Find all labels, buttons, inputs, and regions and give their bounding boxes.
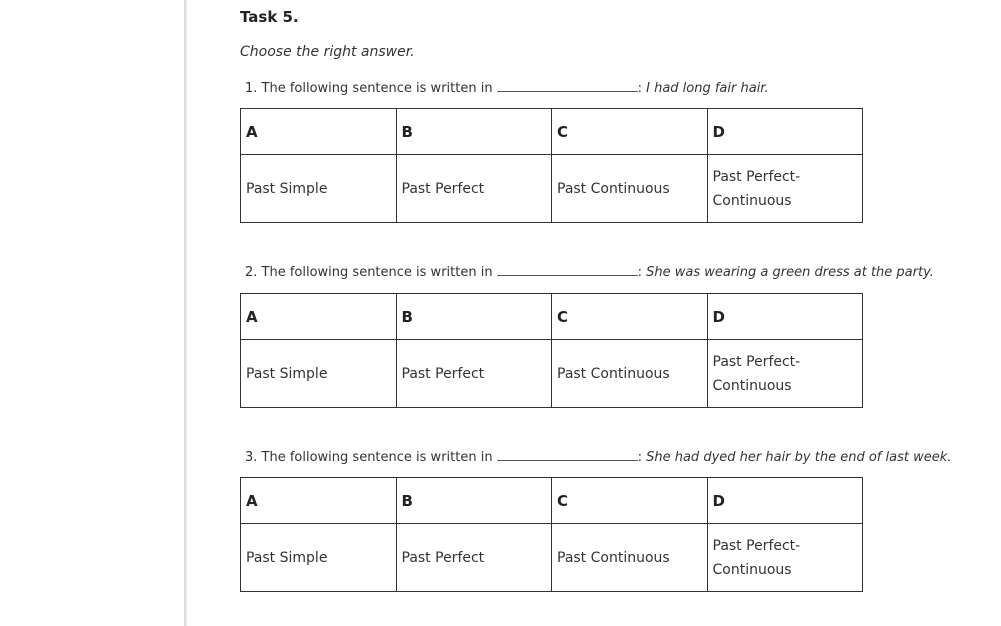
options-answer-row (241, 524, 863, 592)
options-header-row (241, 478, 863, 524)
question-colon: : (637, 450, 642, 465)
question-prefix: 1. The following sentence is written in (245, 81, 493, 96)
options-answer-row (241, 340, 863, 408)
option-letter-c: C (552, 109, 708, 155)
option-d: Past Perfect-Continuous (707, 524, 863, 592)
question-3 (245, 448, 951, 465)
option-letter-a: A (241, 294, 397, 340)
options-header-row (241, 294, 863, 340)
option-a: Past Simple (241, 155, 397, 223)
task-instruction: Choose the right answer. (240, 44, 415, 60)
options-header-row (241, 109, 863, 155)
option-c: Past Continuous (552, 524, 708, 592)
option-letter-b: B (396, 478, 552, 524)
question-prefix: 2. The following sentence is written in (245, 265, 493, 280)
option-b: Past Perfect (396, 340, 552, 408)
question-2 (245, 263, 934, 280)
option-c: Past Continuous (552, 340, 708, 408)
question-sentence: She had dyed her hair by the end of last week. (646, 450, 952, 465)
option-a: Past Simple (241, 340, 397, 408)
question-colon: : (637, 81, 642, 96)
answer-blank (497, 448, 638, 461)
options-table-2 (240, 293, 863, 408)
option-letter-d: D (707, 109, 863, 155)
option-letter-a: A (241, 109, 397, 155)
task-title: Task 5. (240, 8, 299, 26)
question-colon: : (637, 265, 642, 280)
options-table-3 (240, 477, 863, 592)
option-b: Past Perfect (396, 155, 552, 223)
option-letter-d: D (707, 478, 863, 524)
question-sentence: I had long fair hair. (646, 81, 769, 96)
options-table-1 (240, 108, 863, 223)
option-letter-a: A (241, 478, 397, 524)
option-b: Past Perfect (396, 524, 552, 592)
option-letter-c: C (552, 294, 708, 340)
option-d: Past Perfect-Continuous (707, 155, 863, 223)
answer-blank (497, 79, 638, 92)
option-letter-b: B (396, 294, 552, 340)
page-left-border (184, 0, 187, 626)
option-letter-b: B (396, 109, 552, 155)
options-answer-row (241, 155, 863, 223)
answer-blank (497, 263, 638, 276)
question-1 (245, 79, 769, 96)
option-letter-d: D (707, 294, 863, 340)
option-a: Past Simple (241, 524, 397, 592)
option-c: Past Continuous (552, 155, 708, 223)
option-d: Past Perfect-Continuous (707, 340, 863, 408)
question-prefix: 3. The following sentence is written in (245, 450, 493, 465)
option-letter-c: C (552, 478, 708, 524)
question-sentence: She was wearing a green dress at the party. (646, 265, 934, 280)
